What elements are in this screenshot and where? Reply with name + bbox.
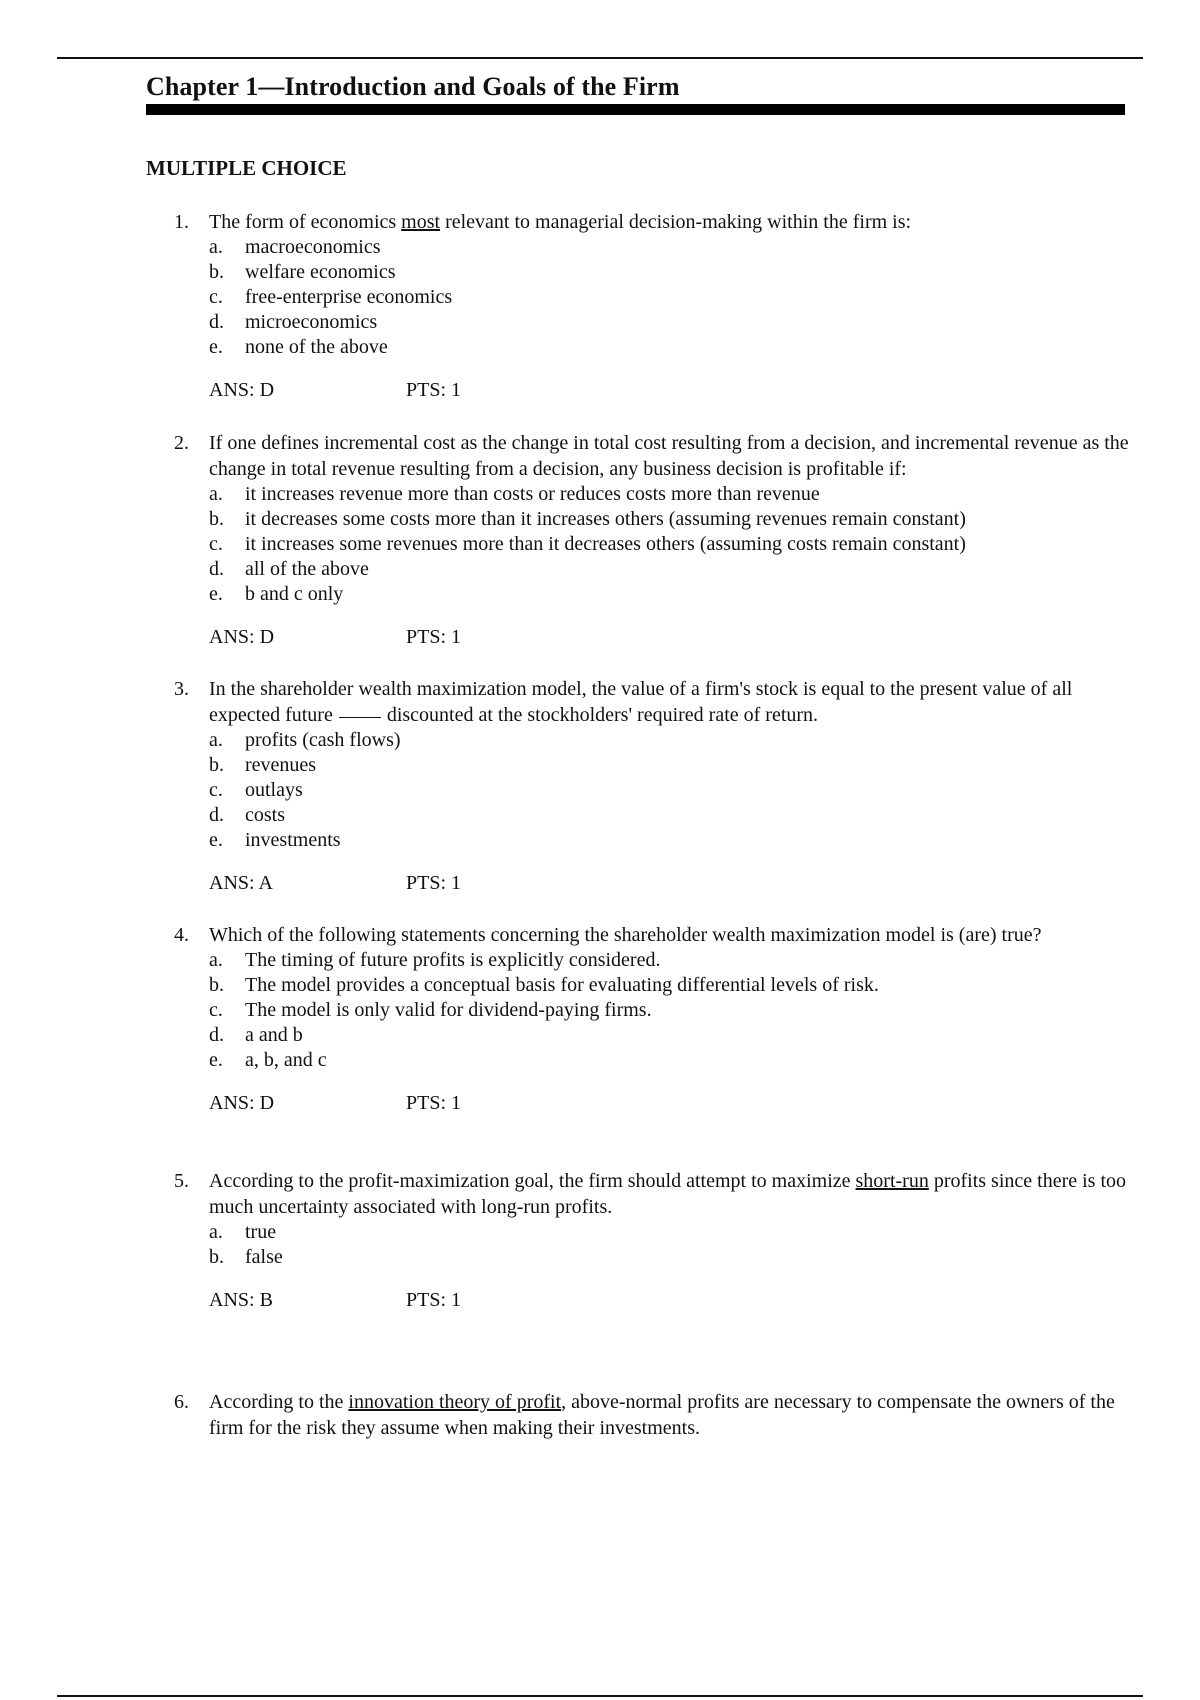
option: e. a, b, and c — [209, 1049, 327, 1071]
question-number: 3. — [174, 678, 189, 700]
option: d. all of the above — [209, 558, 369, 580]
answer: ANS: B — [209, 1289, 273, 1311]
option: e. b and c only — [209, 583, 344, 605]
option: b. The model provides a conceptual basis for evaluating differential levels of risk. — [209, 974, 879, 996]
option: a. macroeconomics — [209, 236, 381, 258]
question-stem: In the shareholder wealth maximization model, the value of a firm's stock is equal to the present value of all expected future discounted at the stockholders' required rate of return. — [209, 678, 1073, 726]
option: a. profits (cash flows) — [209, 729, 401, 751]
option: a. true — [209, 1221, 277, 1243]
option: a. it increases revenue more than costs or reduces costs more than revenue — [209, 483, 820, 505]
option: b. revenues — [209, 754, 317, 776]
emphasis-innovation-theory: innovation theory of profit — [348, 1391, 562, 1413]
option-list — [209, 482, 1134, 607]
question-stem: According to the innovation theory of profit, above-normal profits are necessary to compensate the owners of the firm for the risk they assume when making their investments. — [209, 1391, 1115, 1439]
question-stem: According to the profit-maximization goal, the firm should attempt to maximize short-run profits since there is too much uncertainty associated with long-run profits. — [209, 1170, 1127, 1218]
fill-in-blank — [339, 717, 381, 718]
question-5 — [174, 1168, 1134, 1313]
chapter-title: Chapter 1—Introduction and Goals of the Firm — [146, 72, 680, 101]
points: PTS: 1 — [406, 1289, 462, 1311]
points: PTS: 1 — [406, 626, 462, 648]
answer-line — [209, 1090, 1134, 1116]
answer: ANS: A — [209, 872, 273, 894]
question-stem: The form of economics most relevant to managerial decision-making within the firm is: — [209, 211, 912, 233]
top-rule — [57, 57, 1143, 59]
option: e. investments — [209, 829, 341, 851]
question-4 — [174, 922, 1134, 1116]
option: c. The model is only valid for dividend-paying firms. — [209, 999, 652, 1021]
option: b. welfare economics — [209, 261, 396, 283]
option: b. false — [209, 1246, 283, 1268]
question-6 — [174, 1389, 1134, 1441]
option: d. a and b — [209, 1024, 303, 1046]
question-number: 5. — [174, 1170, 189, 1192]
option: a. The timing of future profits is explicitly considered. — [209, 949, 661, 971]
question-1 — [174, 209, 1134, 403]
question-number: 2. — [174, 432, 189, 454]
section-title: MULTIPLE CHOICE — [146, 156, 347, 180]
option-list — [209, 728, 1134, 853]
answer-line — [209, 1287, 1134, 1313]
emphasis-most: most — [401, 211, 441, 233]
option: c. free-enterprise economics — [209, 286, 453, 308]
option: d. microeconomics — [209, 311, 378, 333]
bottom-rule — [57, 1695, 1143, 1697]
answer-line — [209, 870, 1134, 896]
option: c. outlays — [209, 779, 303, 801]
answer-line — [209, 377, 1134, 403]
answer: ANS: D — [209, 626, 275, 648]
option-list — [209, 948, 1134, 1073]
points: PTS: 1 — [406, 1092, 462, 1114]
option: d. costs — [209, 804, 285, 826]
answer-line — [209, 624, 1134, 650]
emphasis-short-run: short-run — [855, 1170, 929, 1192]
title-bar — [146, 104, 1125, 115]
answer: ANS: D — [209, 379, 275, 401]
question-stem: Which of the following statements concerning the shareholder wealth maximization model is (are) true? — [209, 924, 1042, 946]
question-number: 4. — [174, 924, 189, 946]
question-2 — [174, 430, 1134, 650]
question-stem: If one defines incremental cost as the change in total cost resulting from a decision, and incremental revenue as the change in total revenue resulting from a decision, any business decision is profitable if: — [209, 432, 1129, 480]
option-list — [209, 1220, 1134, 1270]
option: e. none of the above — [209, 336, 388, 358]
question-3 — [174, 676, 1134, 896]
question-number: 6. — [174, 1391, 189, 1413]
points: PTS: 1 — [406, 379, 462, 401]
option: c. it increases some revenues more than it decreases others (assuming costs remain constant) — [209, 533, 966, 555]
option: b. it decreases some costs more than it increases others (assuming revenues remain constant) — [209, 508, 966, 530]
answer: ANS: D — [209, 1092, 275, 1114]
question-number: 1. — [174, 211, 189, 233]
option-list — [209, 235, 1134, 360]
points: PTS: 1 — [406, 872, 462, 894]
